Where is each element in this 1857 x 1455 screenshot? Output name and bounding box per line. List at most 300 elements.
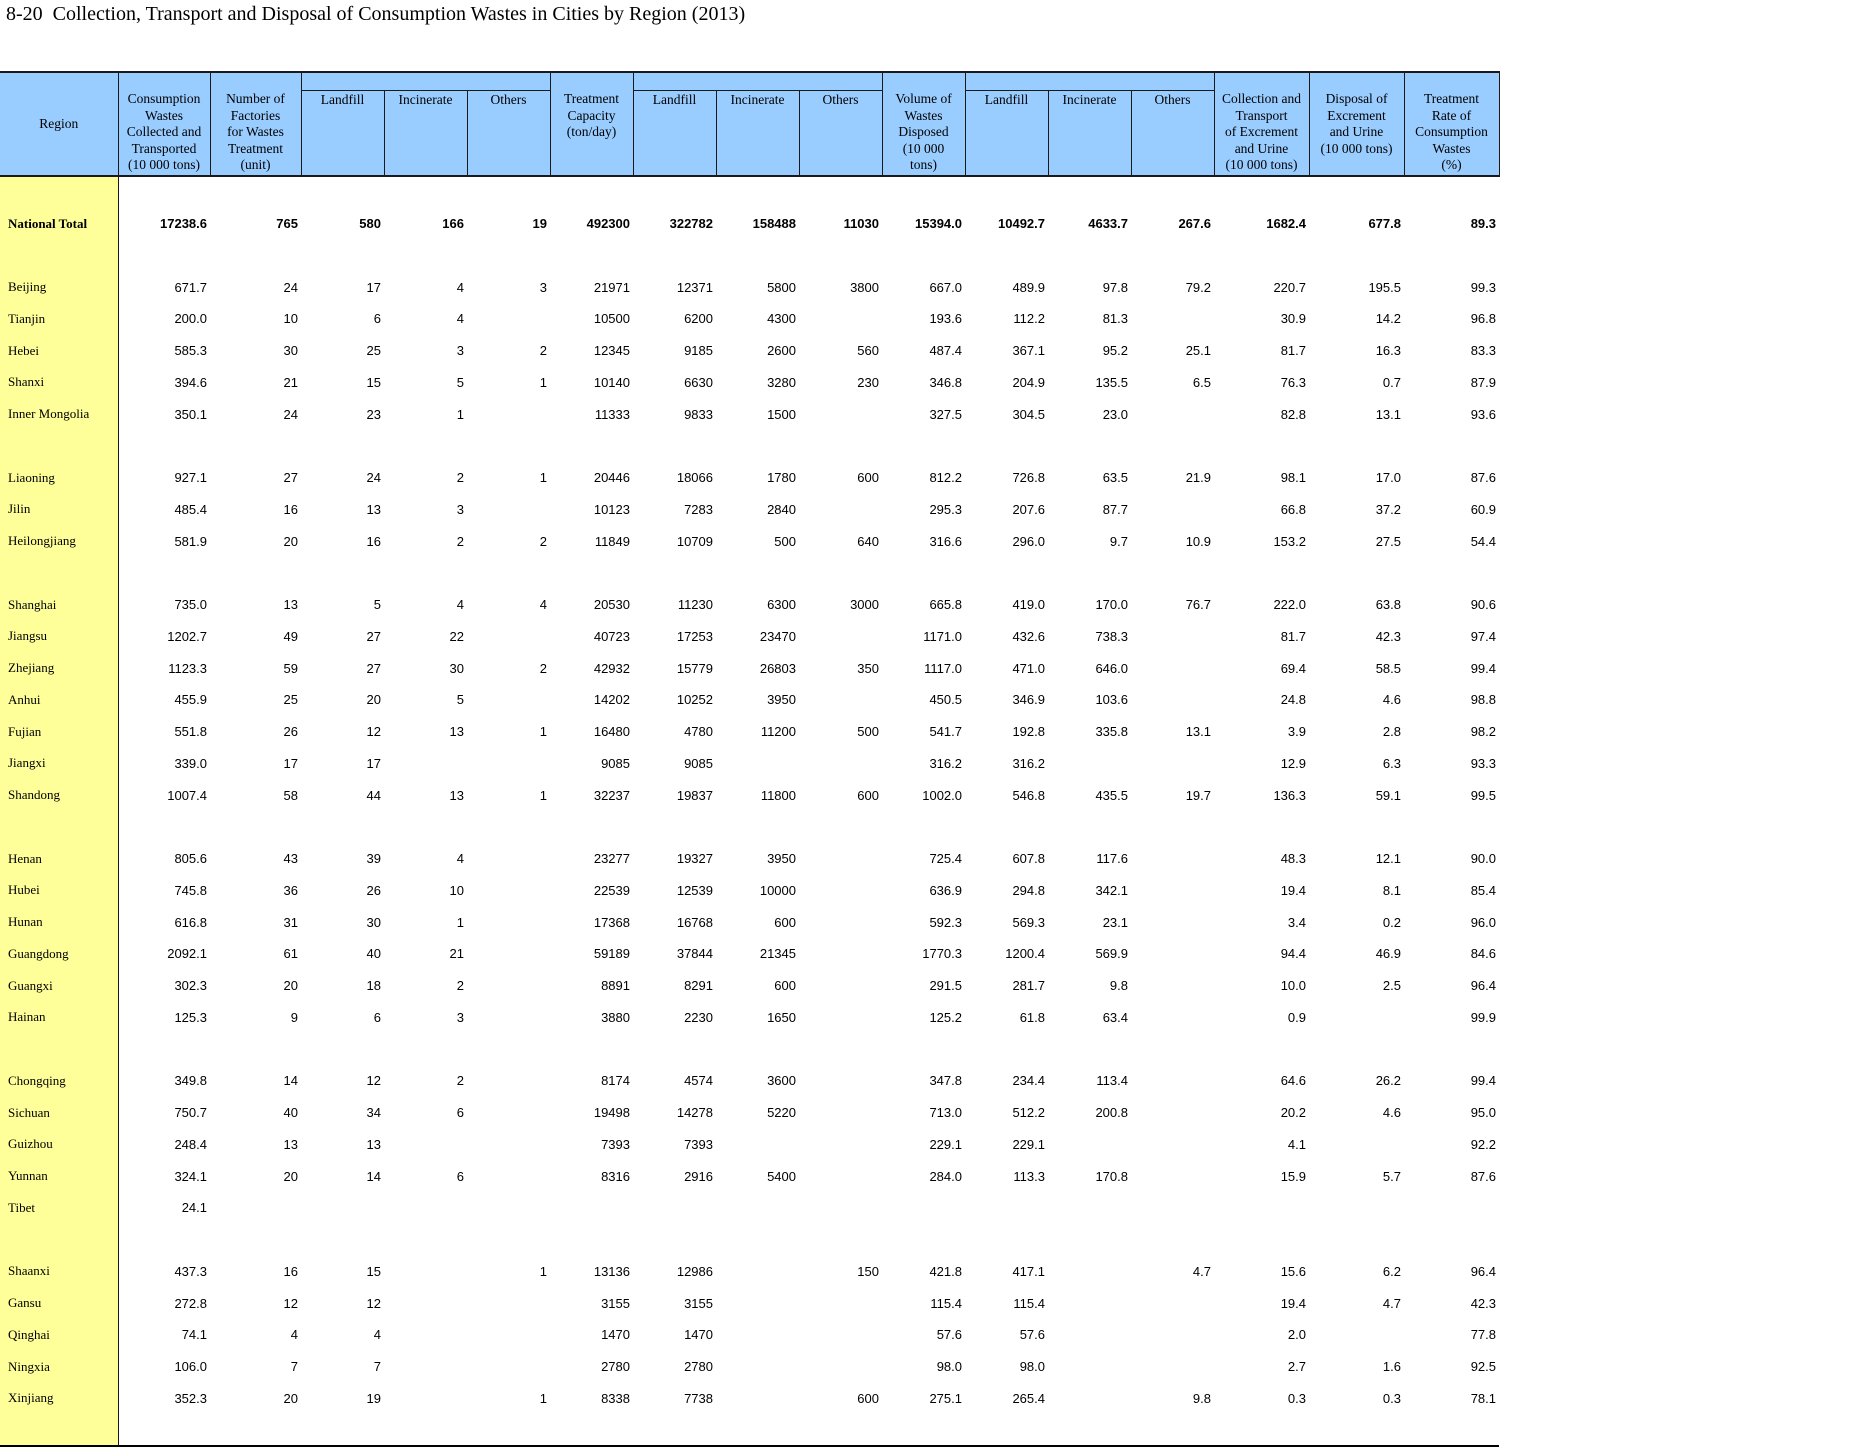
- factories-incinerate-cell: [384, 1351, 467, 1383]
- consumption-wastes-collected-cell: 272.8: [174, 1295, 207, 1311]
- capacity-incinerate-cell: 600: [774, 978, 796, 994]
- capacity-incinerate-cell: 600: [774, 914, 796, 930]
- factories-cell: 25: [283, 692, 298, 708]
- excrement-collection-cell: 30.9: [1280, 311, 1306, 327]
- factories-cell: 4: [290, 1327, 298, 1343]
- volume-landfill-cell: 265.4: [1012, 1390, 1045, 1406]
- capacity-others-cell: [799, 684, 882, 716]
- factories-landfill-cell: 12: [366, 724, 381, 740]
- capacity-incinerate-cell: 4300: [767, 311, 796, 327]
- excrement-collection-cell: 66.8: [1280, 501, 1306, 517]
- table-row: [0, 684, 1499, 716]
- capacity-incinerate-cell: [716, 1319, 799, 1351]
- region-name: Gansu: [0, 1287, 118, 1319]
- factories-landfill-cell: 39: [366, 851, 381, 867]
- factories-others-cell: 19: [532, 216, 547, 232]
- factories-cell: 20: [283, 978, 298, 994]
- page-title: 8-20 Collection, Transport and Disposal of Consumption Wastes in Cities by Region (2013): [6, 3, 746, 25]
- capacity-landfill-cell: 9185: [684, 343, 713, 359]
- factories-others-cell: [467, 1319, 550, 1351]
- factories-cell: 14: [283, 1073, 298, 1089]
- spacer-row: [0, 1224, 1499, 1256]
- excrement-collection-cell: 94.4: [1280, 946, 1306, 962]
- factories-landfill-cell: 19: [366, 1390, 381, 1406]
- volume-disposed-cell: 667.0: [929, 279, 962, 295]
- consumption-wastes-collected-cell: 735.0: [174, 597, 207, 613]
- factories-landfill-cell: 24: [366, 470, 381, 486]
- factories-landfill-cell: 13: [366, 1136, 381, 1152]
- capacity-landfill-cell: 11230: [677, 597, 713, 613]
- factories-incinerate-cell: 4: [456, 311, 464, 327]
- volume-others-cell: [1131, 1129, 1214, 1161]
- capacity-incinerate-cell: [716, 1192, 799, 1224]
- region-cell: [0, 557, 118, 589]
- volume-others-cell: 21.9: [1185, 470, 1211, 486]
- excrement-disposal-cell: 17.0: [1375, 470, 1401, 486]
- capacity-landfill-cell: 15779: [676, 660, 713, 676]
- factories-landfill-cell: 580: [359, 216, 381, 232]
- factories-cell: 13: [283, 1136, 298, 1152]
- capacity-others-cell: [799, 1287, 882, 1319]
- factories-cell: 21: [283, 374, 298, 390]
- region-name: Inner Mongolia: [0, 398, 118, 430]
- capacity-incinerate-cell: 3600: [767, 1073, 796, 1089]
- consumption-wastes-collected-cell: 349.8: [174, 1073, 207, 1089]
- spacer-row: [0, 1414, 1499, 1446]
- excrement-disposal-cell: 26.2: [1375, 1073, 1401, 1089]
- factories-incinerate-cell: 22: [449, 628, 464, 644]
- capacity-incinerate-cell: 2840: [767, 501, 796, 517]
- factories-others-cell: [467, 1160, 550, 1192]
- volume-landfill-cell: 346.9: [1012, 692, 1045, 708]
- volume-others-cell: [1131, 875, 1214, 907]
- factories-incinerate-cell: 13: [449, 787, 464, 803]
- factories-cell: 20: [283, 533, 298, 549]
- treatment-capacity-cell: 8316: [601, 1168, 630, 1184]
- volume-landfill-cell: 296.0: [1012, 533, 1045, 549]
- factories-cell: 27: [283, 470, 298, 486]
- region-cell: [0, 1414, 118, 1446]
- table-row: [0, 271, 1499, 303]
- volume-landfill-cell: 112.2: [1013, 311, 1045, 327]
- treatment-rate-cell: 93.3: [1470, 755, 1496, 771]
- excrement-disposal-cell: [1309, 1002, 1404, 1034]
- excrement-disposal-cell: 4.6: [1382, 692, 1401, 708]
- volume-landfill-cell: 471.0: [1012, 660, 1045, 676]
- treatment-capacity-cell: 10140: [593, 374, 630, 390]
- spacer-row: [0, 176, 1499, 208]
- factories-others-cell: [467, 1065, 550, 1097]
- treatment-capacity-cell: 12345: [593, 343, 630, 359]
- factories-incinerate-cell: 13: [449, 724, 464, 740]
- treatment-capacity-cell: 32237: [593, 787, 630, 803]
- factories-others-cell: 1: [539, 724, 547, 740]
- excrement-collection-cell: 1682.4: [1266, 216, 1306, 232]
- treatment-rate-cell: 96.4: [1470, 1263, 1496, 1279]
- header-factories-incinerate: Incinerate: [384, 90, 467, 176]
- table-row: [0, 938, 1499, 970]
- header-volume-landfill: Landfill: [965, 90, 1048, 176]
- volume-others-cell: [1131, 1160, 1214, 1192]
- volume-landfill-cell: 489.9: [1012, 279, 1045, 295]
- capacity-incinerate-cell: 5800: [767, 279, 796, 295]
- region-name: Liaoning: [0, 462, 118, 494]
- capacity-incinerate-cell: 500: [774, 533, 796, 549]
- table-row: [0, 875, 1499, 907]
- factories-landfill-cell: 5: [373, 597, 381, 613]
- capacity-landfill-cell: 4574: [684, 1073, 713, 1089]
- excrement-collection-cell: 2.0: [1287, 1327, 1306, 1343]
- excrement-collection-cell: 82.8: [1280, 406, 1306, 422]
- region-name: Tianjin: [0, 303, 118, 335]
- table-row: [0, 748, 1499, 780]
- consumption-wastes-collected-cell: 1202.7: [167, 628, 207, 644]
- volume-disposed-cell: 725.4: [929, 851, 962, 867]
- excrement-collection-cell: 24.8: [1280, 692, 1306, 708]
- capacity-incinerate-cell: 158488: [752, 216, 796, 232]
- region-cell: [0, 240, 118, 272]
- factories-others-cell: 1: [539, 374, 547, 390]
- volume-incinerate-cell: 200.8: [1095, 1105, 1128, 1121]
- capacity-landfill-cell: 6630: [684, 374, 713, 390]
- volume-incinerate-cell: 435.5: [1095, 787, 1128, 803]
- excrement-collection-cell: 220.7: [1273, 279, 1306, 295]
- factories-others-cell: [467, 494, 550, 526]
- table-row: [0, 589, 1499, 621]
- factories-others-cell: [467, 970, 550, 1002]
- region-cell: [0, 1224, 118, 1256]
- capacity-incinerate-cell: 26803: [759, 660, 796, 676]
- volume-others-cell: 6.5: [1192, 374, 1211, 390]
- factories-landfill-cell: 27: [366, 628, 381, 644]
- treatment-capacity-cell: 22539: [593, 882, 630, 898]
- capacity-landfill-cell: 4780: [684, 724, 713, 740]
- spacer-cell: [118, 557, 1499, 589]
- factories-landfill-cell: 15: [366, 1263, 381, 1279]
- waste-statistics-table: [0, 71, 1500, 1447]
- volume-incinerate-cell: 569.9: [1095, 946, 1128, 962]
- consumption-wastes-collected-cell: 485.4: [174, 501, 207, 517]
- volume-disposed-cell: 812.2: [929, 470, 962, 486]
- treatment-capacity-cell: 23277: [593, 851, 630, 867]
- treatment-capacity-cell: 20446: [593, 470, 630, 486]
- spacer-row: [0, 240, 1499, 272]
- region-name: Ningxia: [0, 1351, 118, 1383]
- volume-disposed-cell: 636.9: [929, 882, 962, 898]
- treatment-capacity-cell: 11333: [594, 406, 630, 422]
- volume-others-cell: [1131, 621, 1214, 653]
- volume-others-cell: 267.6: [1178, 216, 1211, 232]
- consumption-wastes-collected-cell: 17238.6: [160, 216, 207, 232]
- factories-incinerate-cell: 3: [456, 501, 464, 517]
- factories-others-cell: [467, 938, 550, 970]
- excrement-collection-cell: 222.0: [1273, 597, 1306, 613]
- capacity-others-cell: [799, 1097, 882, 1129]
- factories-cell: 40: [283, 1105, 298, 1121]
- capacity-others-cell: [799, 1002, 882, 1034]
- volume-landfill-cell: 61.8: [1019, 1009, 1045, 1025]
- region-name: Jiangsu: [0, 621, 118, 653]
- header-factories-others: Others: [467, 90, 550, 176]
- treatment-rate-cell: 83.3: [1470, 343, 1496, 359]
- volume-landfill-cell: 726.8: [1012, 470, 1045, 486]
- factories-cell: 10: [283, 311, 298, 327]
- excrement-collection-cell: 3.4: [1287, 914, 1306, 930]
- factories-landfill-cell: 12: [366, 1295, 381, 1311]
- spacer-row: [0, 557, 1499, 589]
- capacity-landfill-cell: 322782: [669, 216, 713, 232]
- factories-incinerate-cell: 1: [456, 406, 464, 422]
- volume-disposed-cell: 592.3: [929, 914, 962, 930]
- capacity-others-cell: [799, 906, 882, 938]
- capacity-others-cell: [799, 1160, 882, 1192]
- region-name: Heilongjiang: [0, 525, 118, 557]
- treatment-capacity-cell: 492300: [586, 216, 630, 232]
- capacity-landfill-cell: 37844: [676, 946, 713, 962]
- consumption-wastes-collected-cell: 616.8: [174, 914, 207, 930]
- capacity-landfill-cell: 17253: [676, 628, 713, 644]
- excrement-collection-cell: 136.3: [1273, 787, 1306, 803]
- factories-landfill-cell: 40: [366, 946, 381, 962]
- volume-incinerate-cell: 335.8: [1095, 724, 1128, 740]
- table-row: [0, 1192, 1499, 1224]
- volume-others-cell: 25.1: [1185, 343, 1211, 359]
- treatment-capacity-cell: 21971: [593, 279, 630, 295]
- region-name: Yunnan: [0, 1160, 118, 1192]
- capacity-incinerate-cell: [716, 1129, 799, 1161]
- volume-landfill-cell: 10492.7: [998, 216, 1045, 232]
- factories-incinerate-cell: 2: [456, 470, 464, 486]
- volume-incinerate-cell: 4633.7: [1088, 216, 1128, 232]
- volume-incinerate-cell: 170.8: [1095, 1168, 1128, 1184]
- region-name: Hebei: [0, 335, 118, 367]
- factories-incinerate-cell: [384, 1287, 467, 1319]
- table-row: [0, 398, 1499, 430]
- header-factories: Number of Factories for Wastes Treatment (unit): [210, 72, 301, 176]
- volume-landfill-cell: 192.8: [1012, 724, 1045, 740]
- factories-cell: 30: [283, 343, 298, 359]
- consumption-wastes-collected-cell: 581.9: [174, 533, 207, 549]
- table-row: [0, 716, 1499, 748]
- spacer-cell: [118, 811, 1499, 843]
- factories-incinerate-cell: 6: [456, 1168, 464, 1184]
- volume-disposed-cell: 284.0: [929, 1168, 962, 1184]
- factories-cell: 61: [283, 946, 298, 962]
- volume-others-cell: [1131, 970, 1214, 1002]
- volume-disposed-cell: 1002.0: [922, 787, 962, 803]
- volume-landfill-cell: 546.8: [1012, 787, 1045, 803]
- capacity-incinerate-cell: 10000: [759, 882, 796, 898]
- volume-others-cell: [1131, 1192, 1214, 1224]
- treatment-capacity-cell: 42932: [593, 660, 630, 676]
- excrement-collection-cell: 10.0: [1280, 978, 1306, 994]
- capacity-others-cell: [799, 1129, 882, 1161]
- capacity-others-cell: 3800: [850, 279, 879, 295]
- table-row: [0, 652, 1499, 684]
- table-row: [0, 1160, 1499, 1192]
- consumption-wastes-collected-cell: 585.3: [174, 343, 207, 359]
- treatment-capacity-cell: 3880: [601, 1009, 630, 1025]
- consumption-wastes-collected-cell: 750.7: [174, 1105, 207, 1121]
- factories-cell: 26: [283, 724, 298, 740]
- capacity-landfill-cell: 18066: [676, 470, 713, 486]
- treatment-rate-cell: 77.8: [1470, 1327, 1496, 1343]
- region-name: Zhejiang: [0, 652, 118, 684]
- volume-disposed-cell: 229.1: [929, 1136, 962, 1152]
- treatment-capacity-cell: 20530: [593, 597, 630, 613]
- capacity-others-cell: 150: [857, 1263, 879, 1279]
- region-cell: [0, 176, 118, 208]
- volume-incinerate-cell: [1048, 748, 1131, 780]
- excrement-collection-cell: 3.9: [1287, 724, 1306, 740]
- capacity-incinerate-cell: [716, 1383, 799, 1415]
- volume-incinerate-cell: 738.3: [1095, 628, 1128, 644]
- table-row: [0, 621, 1499, 653]
- spacer-row: [0, 811, 1499, 843]
- region-name: Tibet: [0, 1192, 118, 1224]
- excrement-collection-cell: [1214, 1192, 1309, 1224]
- factories-landfill-cell: 6: [373, 311, 381, 327]
- table-row: [0, 303, 1499, 335]
- treatment-rate-cell: 89.3: [1470, 216, 1496, 232]
- capacity-others-cell: 600: [857, 470, 879, 486]
- treatment-rate-cell: 87.9: [1470, 374, 1496, 390]
- capacity-landfill-cell: 7283: [684, 501, 713, 517]
- consumption-wastes-collected-cell: 551.8: [174, 724, 207, 740]
- spacer-cell: [118, 1414, 1499, 1446]
- volume-landfill-cell: 419.0: [1012, 597, 1045, 613]
- excrement-disposal-cell: 0.3: [1382, 1390, 1401, 1406]
- capacity-incinerate-cell: 23470: [759, 628, 796, 644]
- volume-disposed-cell: 713.0: [929, 1105, 962, 1121]
- region-name: Shaanxi: [0, 1256, 118, 1288]
- capacity-others-cell: [799, 748, 882, 780]
- capacity-landfill-cell: 2780: [684, 1359, 713, 1375]
- capacity-landfill-cell: 3155: [684, 1295, 713, 1311]
- factories-landfill-cell: 16: [366, 533, 381, 549]
- capacity-landfill-cell: 16768: [676, 914, 713, 930]
- volume-incinerate-cell: 117.6: [1096, 851, 1128, 867]
- treatment-capacity-cell: 8891: [601, 978, 630, 994]
- volume-disposed-cell: 125.2: [929, 1009, 962, 1025]
- region-name: Guizhou: [0, 1129, 118, 1161]
- factories-landfill-cell: 23: [366, 406, 381, 422]
- capacity-others-cell: [799, 1065, 882, 1097]
- capacity-incinerate-cell: 5220: [767, 1105, 796, 1121]
- factories-cell: 16: [283, 501, 298, 517]
- volume-disposed-cell: 316.6: [929, 533, 962, 549]
- treatment-rate-cell: 99.5: [1470, 787, 1496, 803]
- excrement-disposal-cell: 2.8: [1382, 724, 1401, 740]
- volume-others-cell: 19.7: [1185, 787, 1211, 803]
- factories-cell: 13: [283, 597, 298, 613]
- volume-incinerate-cell: 23.0: [1102, 406, 1128, 422]
- factories-others-cell: 1: [539, 1390, 547, 1406]
- capacity-incinerate-cell: 5400: [767, 1168, 796, 1184]
- capacity-incinerate-cell: 1650: [767, 1009, 796, 1025]
- capacity-landfill-cell: [633, 1192, 716, 1224]
- volume-disposed-cell: 316.2: [929, 755, 962, 771]
- national-total-row: [0, 208, 1499, 240]
- factories-others-cell: [467, 748, 550, 780]
- volume-landfill-cell: 569.3: [1012, 914, 1045, 930]
- volume-landfill-cell: 113.3: [1013, 1168, 1045, 1184]
- volume-others-cell: [1131, 938, 1214, 970]
- header-group-capacity-by-method: [633, 72, 882, 90]
- excrement-collection-cell: 76.3: [1280, 374, 1306, 390]
- treatment-rate-cell: 99.4: [1470, 1073, 1496, 1089]
- volume-others-cell: [1131, 843, 1214, 875]
- volume-others-cell: [1131, 1065, 1214, 1097]
- capacity-others-cell: [799, 1351, 882, 1383]
- header-volume-incinerate: Incinerate: [1048, 90, 1131, 176]
- volume-landfill-cell: 512.2: [1012, 1105, 1045, 1121]
- factories-others-cell: [467, 875, 550, 907]
- factories-incinerate-cell: [384, 1256, 467, 1288]
- region-name: Qinghai: [0, 1319, 118, 1351]
- capacity-landfill-cell: 10709: [676, 533, 713, 549]
- capacity-incinerate-cell: 1500: [767, 406, 796, 422]
- volume-disposed-cell: 57.6: [936, 1327, 962, 1343]
- excrement-disposal-cell: 4.6: [1382, 1105, 1401, 1121]
- table-row: [0, 1097, 1499, 1129]
- excrement-collection-cell: 19.4: [1280, 882, 1306, 898]
- volume-disposed-cell: 291.5: [929, 978, 962, 994]
- header-region: Region: [0, 72, 118, 176]
- treatment-capacity-cell: 11849: [594, 533, 630, 549]
- capacity-others-cell: [799, 1319, 882, 1351]
- excrement-collection-cell: 20.2: [1280, 1105, 1306, 1121]
- treatment-capacity-cell: 19498: [593, 1105, 630, 1121]
- volume-others-cell: [1131, 494, 1214, 526]
- factories-incinerate-cell: [384, 748, 467, 780]
- volume-landfill-cell: 316.2: [1012, 755, 1045, 771]
- region-name: Guangdong: [0, 938, 118, 970]
- factories-others-cell: [467, 1097, 550, 1129]
- factories-landfill-cell: 14: [366, 1168, 381, 1184]
- capacity-landfill-cell: 2916: [684, 1168, 713, 1184]
- factories-others-cell: [467, 1287, 550, 1319]
- table-row: [0, 1383, 1499, 1415]
- consumption-wastes-collected-cell: 125.3: [174, 1009, 207, 1025]
- table-row: [0, 1351, 1499, 1383]
- volume-incinerate-cell: 9.7: [1109, 533, 1128, 549]
- volume-incinerate-cell: [1048, 1129, 1131, 1161]
- region-name: Jiangxi: [0, 748, 118, 780]
- factories-incinerate-cell: 3: [456, 343, 464, 359]
- treatment-capacity-cell: 7393: [601, 1136, 630, 1152]
- capacity-landfill-cell: 6200: [684, 311, 713, 327]
- volume-landfill-cell: 207.6: [1012, 501, 1045, 517]
- table-row: [0, 1129, 1499, 1161]
- treatment-capacity-cell: 3155: [601, 1295, 630, 1311]
- excrement-disposal-cell: 59.1: [1375, 787, 1401, 803]
- factories-incinerate-cell: [384, 1319, 467, 1351]
- factories-landfill-cell: 20: [366, 692, 381, 708]
- region-cell: [0, 811, 118, 843]
- volume-incinerate-cell: [1048, 1287, 1131, 1319]
- excrement-disposal-cell: 13.1: [1375, 406, 1401, 422]
- table-row: [0, 1002, 1499, 1034]
- factories-others-cell: [467, 398, 550, 430]
- capacity-others-cell: 3000: [850, 597, 879, 613]
- factories-landfill-cell: 17: [366, 279, 381, 295]
- volume-landfill-cell: 607.8: [1012, 851, 1045, 867]
- treatment-rate-cell: 87.6: [1470, 1168, 1496, 1184]
- consumption-wastes-collected-cell: 1007.4: [167, 787, 207, 803]
- volume-others-cell: 79.2: [1185, 279, 1211, 295]
- factories-others-cell: 1: [539, 787, 547, 803]
